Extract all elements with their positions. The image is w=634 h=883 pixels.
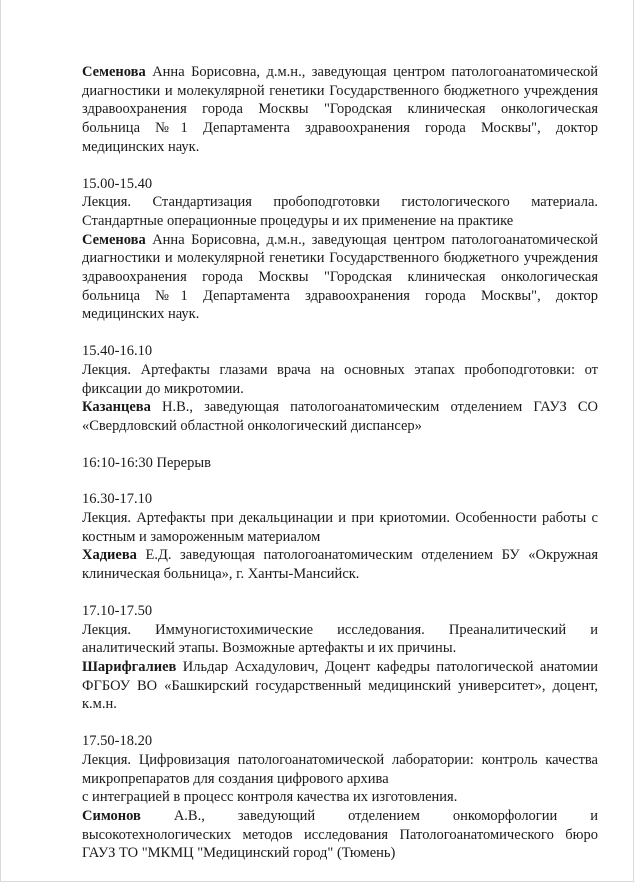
- speaker: [82, 398, 598, 435]
- break-block: [82, 454, 598, 473]
- session-block: [82, 732, 598, 863]
- lecture-title: Лекция. Артефакты глазами врача на основных этапах пробоподготовки: от фиксации до микротомии.: [82, 361, 598, 397]
- session-time: 16.30-17.10: [82, 491, 153, 508]
- lecture-title: Лекция. Артефакты при декальцинации и при криотомии. Особенности работы с костным и замороженным материалом: [82, 510, 598, 545]
- speaker: [82, 231, 598, 325]
- session-block: [82, 342, 598, 436]
- speaker: [82, 546, 598, 583]
- speaker-name: Симонов: [82, 807, 141, 824]
- speaker-details: Е.Д. заведующая патологоанатомическим отделением БУ «Окружная клиническая больница», г. Ханты-Мансийск.: [82, 547, 599, 583]
- lecture-title: Лекция. Стандартизация пробоподготовки гистологического материала. Стандартные операционные процедуры и их применение на практике: [82, 194, 598, 229]
- session-time: 15.00-15.40: [82, 175, 153, 192]
- lecture-title: Лекция. Иммуногистохимические исследования. Преаналитический и аналитический этапы. Возможные артефакты и их причины.: [82, 621, 598, 657]
- program-content: [82, 63, 598, 881]
- speaker-details: Н.В., заведующая патологоанатомическим отделением ГАУЗ СО «Свердловский областной онкологический диспансер»: [82, 399, 598, 434]
- lecture-title-continued: с интеграцией в процесс контроля качества их изготовления.: [82, 789, 458, 806]
- speaker-details: Анна Борисовна, д.м.н., заведующая центром патологоанатомической диагностики и молекулярной генетики Государственного бюджетного учреждения здравоохранения города Москвы "Городская клиническая онкологическая больница №1 Департамента здравоохранения города Москвы", доктор медицинских наук.: [82, 64, 598, 155]
- speaker-details: Ильдар Асхадулович, Доцент кафедры патологической анатомии ФГБОУ ВО «Башкирский государственный медицинский университет», доцент, к.м.н.: [82, 658, 598, 713]
- lecture-title: Лекция. Цифровизация патологоанатомической лаборатории: контроль качества микропрепаратов для создания цифрового архива: [82, 751, 598, 787]
- speaker-name: Хадиева: [82, 547, 137, 564]
- session-time: 17.10-17.50: [82, 602, 153, 619]
- speaker-details: Анна Борисовна, д.м.н., заведующая центром патологоанатомической диагностики и молекулярной генетики Государственного бюджетного учреждения здравоохранения города Москвы "Городская клиническая онкологическая больница №1 Департамента здравоохранения города Москвы", доктор медицинских наук.: [82, 231, 598, 323]
- speaker-name: Семенова: [82, 231, 146, 248]
- speaker-name: Семенова: [82, 64, 146, 80]
- break-line: 16:10-16:30 Перерыв: [82, 454, 211, 471]
- speaker-name: Шарифгалиев: [82, 658, 177, 675]
- intro-speaker: [82, 63, 598, 157]
- speaker-name: Казанцева: [82, 399, 151, 416]
- session-time: 17.50-18.20: [82, 733, 153, 750]
- speaker: [82, 658, 598, 714]
- intro-speaker-block: [82, 63, 598, 157]
- session-block: [82, 175, 598, 325]
- session-block: [82, 490, 598, 584]
- session-block: [82, 602, 598, 714]
- session-time: 15.40-16.10: [82, 343, 153, 360]
- speaker-details: А.В., заведующий отделением онкоморфологии и высокотехнологических методов исследования Патологоанатомического бюро ГАУЗ ТО "МКМЦ "Медицинский город" (Тюмень): [82, 807, 599, 862]
- speaker: [82, 807, 598, 863]
